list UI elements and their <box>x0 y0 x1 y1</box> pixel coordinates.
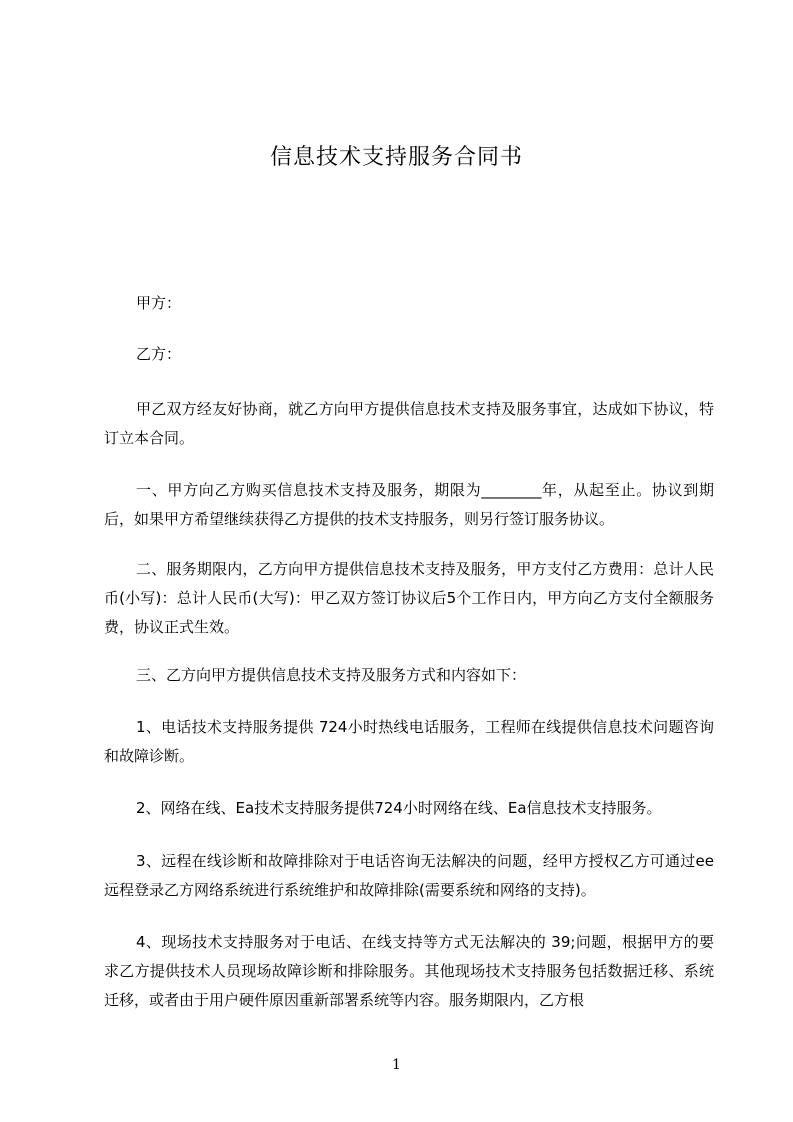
service-item-4: 4、现场技术支持服务对于电话、在线支持等方式无法解决的 39;问题，根据甲方的要求乙方提供技术人员现场故障诊断和排除服务。其他现场技术支持服务包括数据迁移、系统迁移，或者由于用户硬件原因重新部署系统等内容。服务期限内，乙方根 <box>104 933 714 1009</box>
clause-1: 一、甲方向乙方购买信息技术支持及服务，期限为________年，从起至止。协议到期后，如果甲方希望继续获得乙方提供的技术支持服务，则另行签订服务协议。 <box>104 481 714 528</box>
document-title: 信息技术支持服务合同书 <box>269 145 523 170</box>
service-item-1: 1、电话技术支持服务提供 724小时热线电话服务，工程师在线提供信息技术问题咨询和故障诊断。 <box>104 718 714 765</box>
page-number: 1 <box>392 1057 401 1073</box>
service-item-3: 3、远程在线诊断和故障排除对于电话咨询无法解决的问题，经甲方授权乙方可通过ee远程登录乙方网络系统进行系统维护和故障排除(需要系统和网络的支持)。 <box>104 852 714 899</box>
clause-3: 三、乙方向甲方提供信息技术支持及服务方式和内容如下： <box>136 666 527 684</box>
party-b-line: 乙方： <box>136 345 182 363</box>
intro-paragraph: 甲乙双方经友好协商，就乙方向甲方提供信息技术支持及服务事宜，达成如下协议，特订立本合同。 <box>104 400 714 447</box>
clause-2: 二、服务期限内，乙方向甲方提供信息技术支持及服务，甲方支付乙方费用：总计人民币(小写)：总计人民币(大写)：甲乙双方签订协议后5个工作日内，甲方向乙方支付全额服务费，协议正式生效。 <box>104 560 714 636</box>
service-item-2: 2、网络在线、Ea技术支持服务提供724小时网络在线、Ea信息技术支持服务。 <box>136 799 662 817</box>
party-a-line: 甲方： <box>136 294 182 312</box>
